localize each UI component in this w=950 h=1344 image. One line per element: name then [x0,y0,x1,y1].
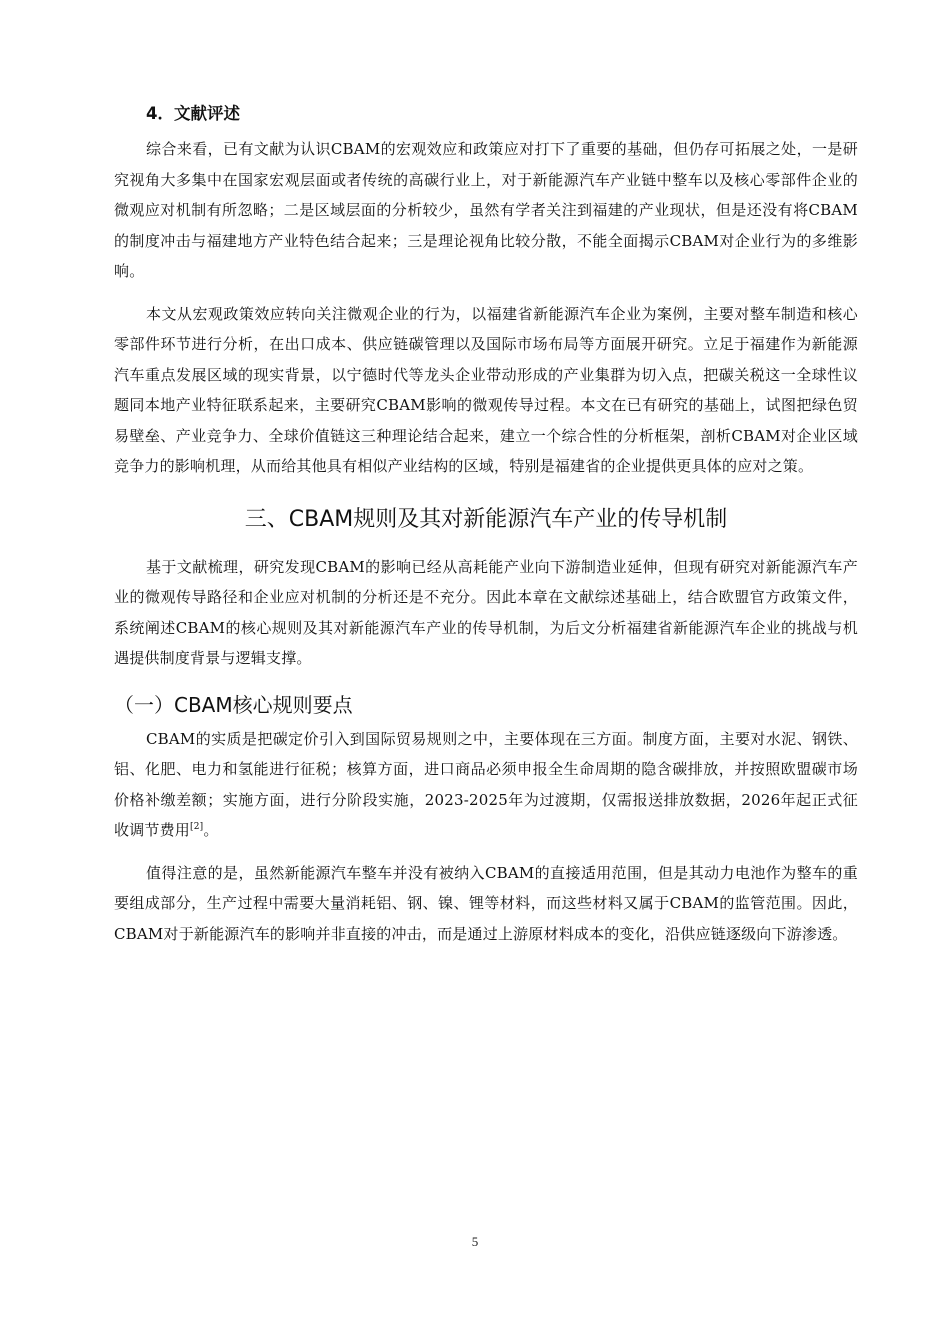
literature-review-paragraph-1: 综合来看，已有文献为认识CBAM的宏观效应和政策应对打下了重要的基础，但仍存可拓展之处，一是研究视角大多集中在国家宏观层面或者传统的高碳行业上，对于新能源汽车产业链中整车以及核心零部件企业的微观应对机制有所忽略；二是区域层面的分析较少，虽然有学者关注到福建的产业现状，但是还没有将CBAM的制度冲击与福建地方产业特色结合起来；三是理论视角比较分散，不能全面揭示CBAM对企业行为的多维影响。 [114,140,858,280]
chapter-intro-paragraph: 基于文献梳理，研究发现CBAM的影响已经从高耗能产业向下游制造业延伸，但现有研究对新能源汽车产业的微观传导路径和企业应对机制的分析还是不充分。因此本章在文献综述基础上，结合欧盟官方政策文件，系统阐述CBAM的核心规则及其对新能源汽车产业的传导机制，为后文分析福建省新能源汽车企业的挑战与机遇提供制度背景与逻辑支撑。 [114,557,858,667]
chapter-heading: 三、CBAM规则及其对新能源汽车产业的传导机制 [244,506,728,532]
section-paragraph-2: 值得注意的是，虽然新能源汽车整车并没有被纳入CBAM的直接适用范围，但是其动力电池作为整车的重要组成部分，生产过程中需要大量消耗铝、钢、镍、锂等材料，而这些材料又属于CBAM的监管范围。因此，CBAM对于新能源汽车的影响并非直接的冲击，而是通过上游原材料成本的变化，沿供应链逐级向下游渗透。 [114,863,858,943]
literature-review-heading: 4．文献评述 [146,104,240,123]
section-paragraph-1 [114,724,858,846]
section-paragraph-1-end: 。 [203,821,219,839]
page-content [114,100,858,949]
section-heading: （一）CBAM核心规则要点 [114,692,353,717]
section-paragraph-1-text: CBAM的实质是把碳定价引入到国际贸易规则之中，主要体现在三方面。制度方面，主要对水泥、钢铁、铝、化肥、电力和氢能进行征税；核算方面，进口商品必须申报全生命周期的隐含碳排放，并按照欧盟碳市场价格补缴差额；实施方面，进行分阶段实施，2023-2025年为过渡期，仅需报送排放数据，2026年起正式征收调节费用 [114,729,858,839]
page-number: 5 [471,1234,479,1249]
literature-review-paragraph-2: 本文从宏观政策效应转向关注微观企业的行为，以福建省新能源汽车企业为案例，主要对整车制造和核心零部件环节进行分析，在出口成本、供应链碳管理以及国际市场布局等方面展开研究。立足于福建作为新能源汽车重点发展区域的现实背景，以宁德时代等龙头企业带动形成的产业集群为切入点，把碳关税这一全球性议题同本地产业特征联系起来，主要研究CBAM影响的微观传导过程。本文在已有研究的基础上，试图把绿色贸易壁垒、产业竞争力、全球价值链这三种理论结合起来，建立一个综合性的分析框架，剖析CBAM对企业区域竞争力的影响机理，从而给其他具有相似产业结构的区域，特别是福建省的企业提供更具体的应对之策。 [114,304,858,475]
citation-reference: [2] [190,822,204,832]
